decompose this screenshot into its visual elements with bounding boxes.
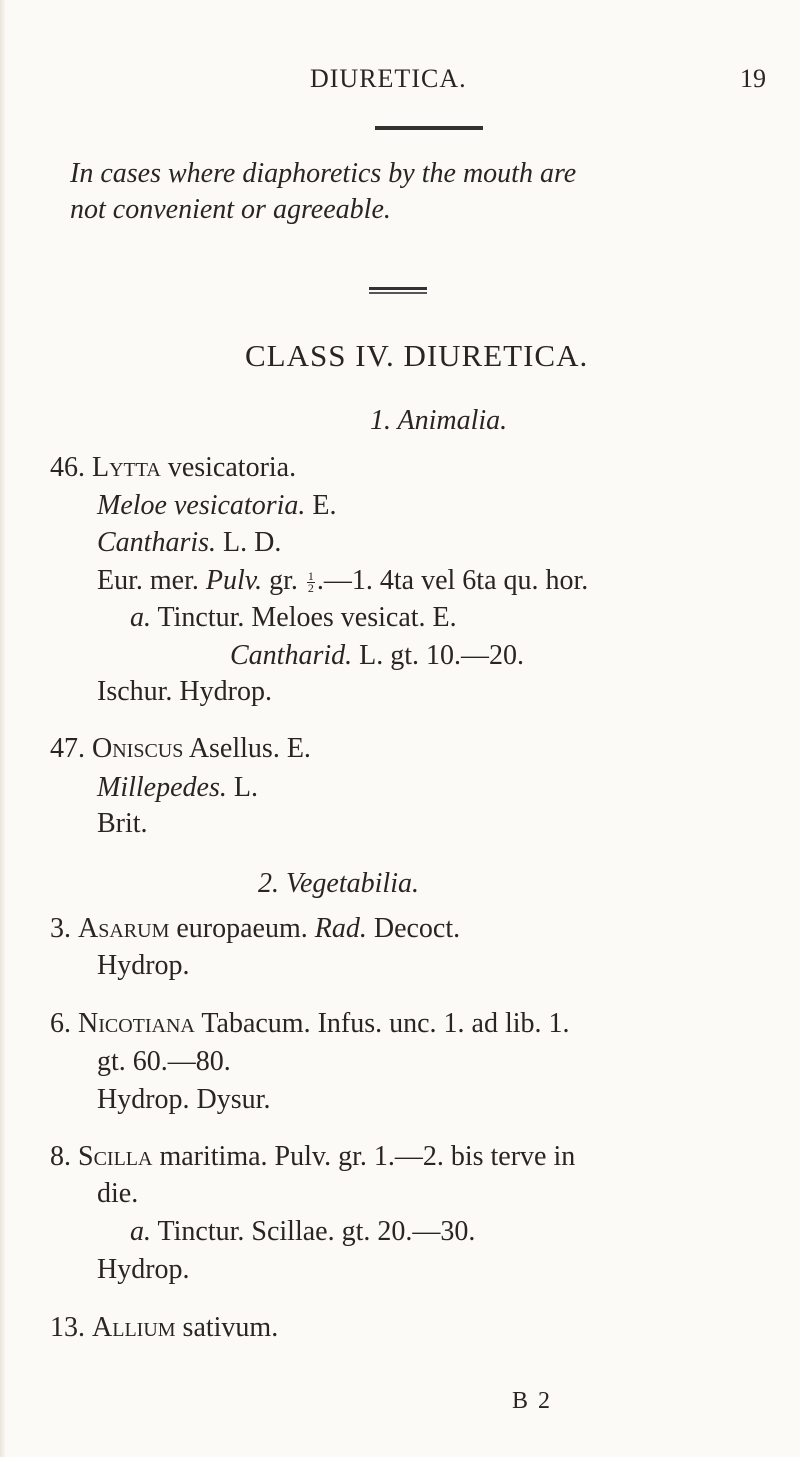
entry-lytta-preparation-2 [230,640,524,672]
intro-note-line-2: not convenient or agreeable. [70,194,391,225]
preparation-letter: a. [130,602,151,633]
entry-scilla-preparation [130,1216,475,1248]
signature-mark: B 2 [512,1388,553,1414]
genus-name: Nicotiana [78,1008,195,1039]
entry-text: maritima. Pulv. gr. 1.—2. bis terve in [152,1141,576,1172]
genus-name: Oniscus [92,733,184,764]
species-name: sativum. [175,1312,279,1343]
entry-oniscus-synonym [97,772,258,804]
entry-lytta-synonym-1 [97,490,336,522]
class-heading: CLASS IV. DIURETICA. [245,338,589,373]
page-gutter [0,0,6,1457]
entry-lytta-uses: Ischur. Hydrop. [97,676,272,707]
synonym-source: L. D. [216,527,282,558]
section-vegetabilia: 2. Vegetabilia. [258,868,419,899]
species-name: Asellus. E. [183,733,311,764]
synonym-name: Cantharis. [97,527,217,558]
dose-rest: .—1. 4ta vel 6ta qu. hor. [316,565,589,596]
entry-asarum-heading [50,913,460,945]
plant-part: Rad. [314,913,367,944]
genus-name: Lytta [92,452,161,483]
running-head: DIURETICA. [310,64,467,93]
entry-number: 8. [50,1141,71,1172]
preparation-text: Tinctur. Meloes vesicat. E. [151,602,457,633]
page-number: 19 [740,64,766,93]
dose-grain: gr. [262,565,305,596]
entry-allium-heading [50,1312,278,1344]
preparation: Decoct. [366,913,461,944]
entry-oniscus-origin: Brit. [97,808,148,839]
fraction-numerator: 1 [307,569,314,584]
dose-form: Pulv. [205,565,263,596]
entry-number: 3. [50,913,71,944]
entry-number: 6. [50,1008,71,1039]
entry-nicotiana-uses: Hydrop. Dysur. [97,1084,271,1115]
entry-text: Tabacum. Infus. unc. 1. ad lib. 1. [194,1008,570,1039]
entry-nicotiana-dose: gt. 60.—80. [97,1046,231,1077]
entry-number: 47. [50,733,85,764]
dose-prefix: Eur. mer. [97,565,206,596]
fraction-denominator: 2 [307,581,314,596]
entry-lytta-preparation [130,602,457,634]
preparation-name: Cantharid. [230,640,353,671]
entry-lytta-heading [50,452,296,484]
entry-lytta-synonym-2 [97,527,281,559]
intro-note-line-1: In cases where diaphoretics by the mouth are [70,158,577,189]
entry-number: 46. [50,452,85,483]
synonym-name: Millepedes. [97,772,227,803]
synonym-name: Meloe vesicatoria. [97,490,306,521]
entry-asarum-uses: Hydrop. [97,950,190,981]
genus-name: Allium [92,1312,176,1343]
entry-lytta-dose [97,565,588,597]
entry-nicotiana-heading [50,1008,570,1040]
preparation-letter: a. [130,1216,151,1247]
entry-scilla-text-continued: die. [97,1178,139,1209]
section-rule [369,287,427,290]
species-name: europaeum. [169,913,315,944]
synonym-source: E. [305,490,337,521]
preparation-text: Tinctur. Scillae. gt. 20.—30. [151,1216,476,1247]
species-name: vesicatoria. [160,452,297,483]
genus-name: Scilla [78,1141,153,1172]
genus-name: Asarum [78,913,170,944]
section-animalia: 1. Animalia. [370,405,508,436]
entry-scilla-heading [50,1141,575,1173]
header-rule [375,126,483,130]
synonym-source: L. [226,772,258,803]
entry-scilla-uses: Hydrop. [97,1254,190,1285]
section-rule-lower [369,292,427,294]
fraction-half [307,571,315,594]
entry-oniscus-heading [50,733,311,765]
preparation-dose: L. gt. 10.—20. [352,640,525,671]
entry-number: 13. [50,1312,85,1343]
